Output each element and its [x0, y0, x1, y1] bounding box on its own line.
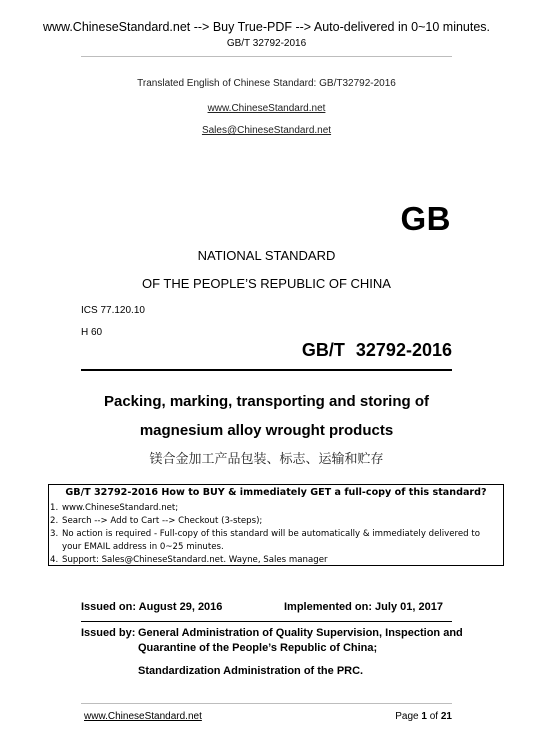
page-of: of — [426, 711, 441, 722]
title-chinese: 镁合金加工产品包装、标志、运输和贮存 — [149, 452, 384, 467]
buy-step-number: 3. — [50, 529, 59, 539]
issued-by-label: Issued by: — [81, 627, 136, 639]
buy-step-text: your EMAIL address in 0~25 minutes. — [62, 542, 224, 552]
ics-code: ICS 77.120.10 — [81, 305, 145, 316]
issued-on-date: Issued on: August 29, 2016 — [81, 601, 223, 613]
issued-by-line-2: Quarantine of the People’s Republic of China; — [138, 641, 378, 654]
buy-info-box — [48, 484, 504, 566]
buy-step-number: 2. — [50, 516, 59, 526]
buy-step — [50, 528, 480, 540]
translation-email-row — [0, 120, 533, 138]
title-line-2: magnesium alloy wrought products — [139, 422, 394, 439]
page-prefix: Page — [395, 711, 422, 722]
buy-step-text: No action is required - Full-copy of this standard will be automatically & immediately delivered to — [62, 529, 480, 539]
buy-step — [50, 515, 262, 527]
implemented-on-date: Implemented on: July 01, 2017 — [284, 601, 443, 613]
gb-logo: GB — [400, 200, 451, 237]
issued-by-line-3: Standardization Administration of the PRC. — [138, 665, 364, 677]
footer-website-link[interactable]: www.ChineseStandard.net — [84, 711, 202, 722]
buy-step-continuation — [62, 541, 224, 553]
standard-number: GB/T 32792-2016 — [301, 340, 452, 360]
standard-number-underline — [81, 369, 452, 371]
national-standard-heading: NATIONAL STANDARD — [197, 248, 336, 263]
country-heading: OF THE PEOPLE’S REPUBLIC OF CHINA — [142, 276, 391, 291]
translation-note: Translated English of Chinese Standard: GB/T32792-2016 — [137, 78, 396, 89]
translation-website-row — [0, 98, 533, 116]
page-indicator — [395, 711, 452, 722]
issued-by-line-1: General Administration of Quality Supervision, Inspection and — [138, 627, 463, 639]
issued-by-block — [81, 626, 463, 679]
buy-step[interactable] — [50, 502, 178, 514]
translation-email-link[interactable]: Sales@ChineseStandard.net — [201, 125, 332, 136]
dates-underline — [81, 621, 452, 622]
footer-website-row — [84, 711, 202, 722]
page-total: 21 — [440, 711, 452, 722]
title-line-1: Packing, marking, transporting and storing of — [103, 393, 430, 410]
classification-code: H 60 — [81, 327, 103, 338]
buy-step-text: Support: Sales@ChineseStandard.net. Wayne, Sales manager — [62, 555, 328, 565]
buy-step-number: 1. — [50, 503, 59, 513]
translation-website-link[interactable]: www.ChineseStandard.net — [207, 103, 326, 114]
buy-step-number: 4. — [50, 555, 59, 565]
buy-step-text: Search --> Add to Cart --> Checkout (3-steps); — [62, 516, 263, 526]
header-standard-code: GB/T 32792-2016 — [226, 38, 307, 49]
buy-box-title: GB/T 32792-2016 How to BUY & immediately GET a full-copy of this standard? — [65, 487, 487, 498]
header-divider — [81, 56, 452, 57]
buy-step[interactable] — [50, 554, 328, 566]
footer-divider — [81, 703, 452, 704]
header-banner[interactable]: www.ChineseStandard.net --> Buy True-PDF --> Auto-delivered in 0~10 minutes. — [42, 20, 491, 34]
buy-step-text: www.ChineseStandard.net; — [62, 503, 179, 513]
page-current: 1 — [421, 711, 427, 722]
